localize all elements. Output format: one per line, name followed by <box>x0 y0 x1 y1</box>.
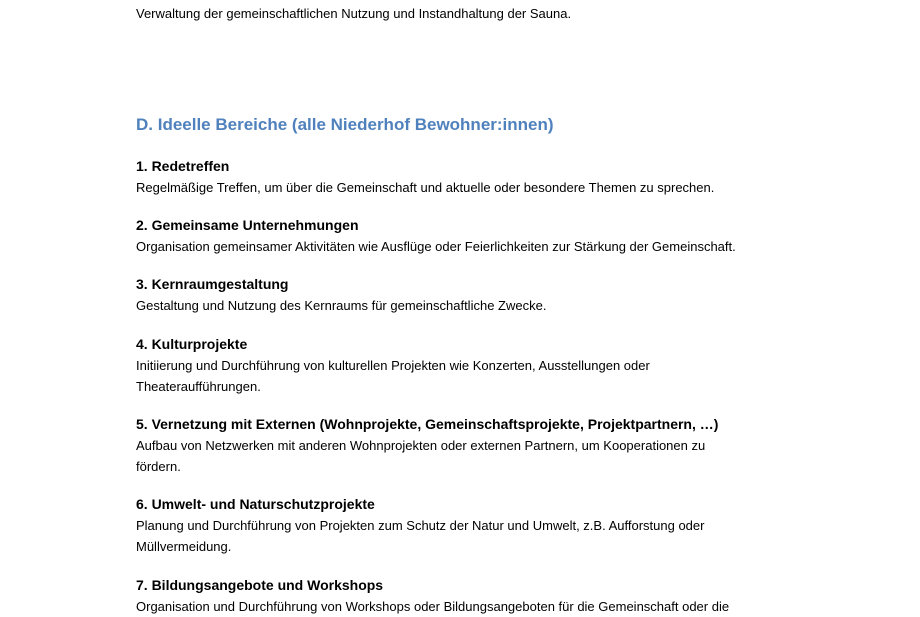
list-item <box>136 156 816 198</box>
intro-paragraph: Verwaltung der gemeinschaftlichen Nutzung und Instandhaltung der Sauna. <box>136 6 572 21</box>
section-heading: D. Ideelle Bereiche (alle Niederhof Bewohner:innen) <box>136 115 554 134</box>
item-description <box>136 596 816 617</box>
item-title: 2. Gemeinsame Unternehmungen <box>136 217 359 233</box>
list-item <box>136 494 816 557</box>
list-item <box>136 414 816 477</box>
item-description-line: Organisation gemeinsamer Aktivitäten wie Ausflüge oder Feierlichkeiten zur Stärkung der Gemeinschaft. <box>136 239 736 254</box>
item-description-line: Planung und Durchführung von Projekten zum Schutz der Natur und Umwelt, z.B. Aufforstung oder <box>136 518 705 533</box>
item-title: 3. Kernraumgestaltung <box>136 276 289 292</box>
item-description <box>136 177 816 198</box>
item-description-line: fördern. <box>136 459 181 474</box>
item-description-line: Aufbau von Netzwerken mit anderen Wohnprojekten oder externen Partnern, um Kooperationen zu <box>136 438 706 453</box>
item-description <box>136 355 816 397</box>
item-description-line: Gestaltung und Nutzung des Kernraums für gemeinschaftliche Zwecke. <box>136 298 547 313</box>
list-item <box>136 274 816 316</box>
list-item <box>136 215 816 257</box>
item-title: 7. Bildungsangebote und Workshops <box>136 577 384 593</box>
item-description-line: Müllvermeidung. <box>136 539 232 554</box>
item-title: 5. Vernetzung mit Externen (Wohnprojekte, Gemeinschaftsprojekte, Projektpartnern, …) <box>136 416 719 432</box>
item-title: 1. Redetreffen <box>136 158 230 174</box>
item-description-line: Regelmäßige Treffen, um über die Gemeinschaft und aktuelle oder besondere Themen zu sprechen. <box>136 180 715 195</box>
item-description <box>136 435 816 477</box>
item-description-line: Initiierung und Durchführung von kulturellen Projekten wie Konzerten, Ausstellungen oder <box>136 358 650 373</box>
list-item <box>136 334 816 397</box>
item-title: 6. Umwelt- und Naturschutzprojekte <box>136 496 375 512</box>
item-description <box>136 295 816 316</box>
item-description <box>136 236 816 257</box>
item-description-line: Theateraufführungen. <box>136 379 261 394</box>
item-description-line: Organisation und Durchführung von Workshops oder Bildungsangeboten für die Gemeinschaft oder die <box>136 599 730 614</box>
item-description <box>136 515 816 557</box>
item-title: 4. Kulturprojekte <box>136 336 248 352</box>
list-item <box>136 575 816 617</box>
